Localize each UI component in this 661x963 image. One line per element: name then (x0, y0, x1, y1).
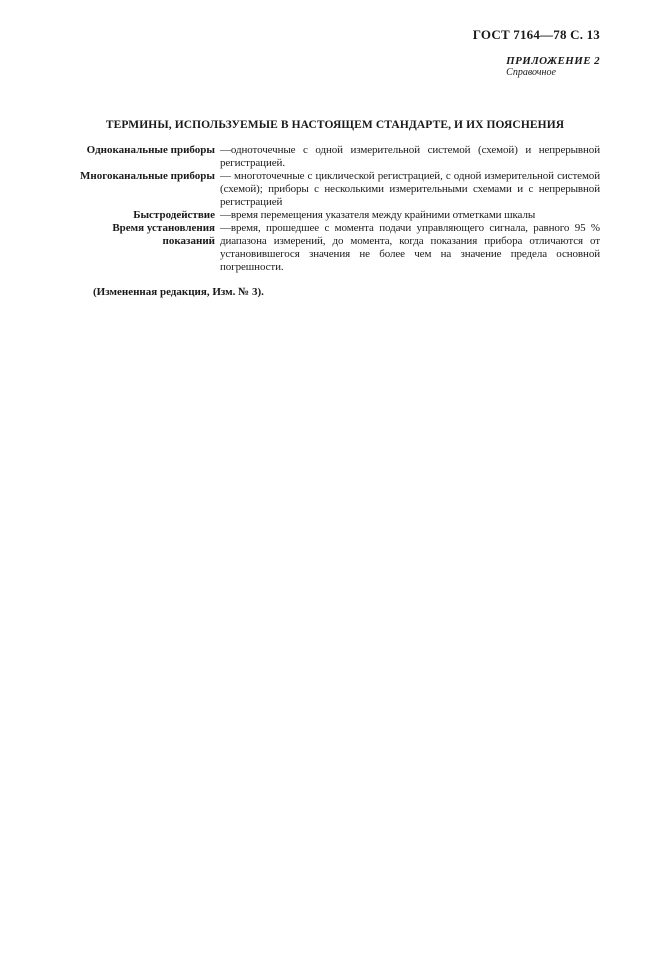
term-entry (60, 222, 600, 274)
term-entry (60, 209, 600, 222)
appendix-inner (506, 55, 600, 78)
amendment-note: (Измененная редакция, Изм. № 3). (93, 286, 264, 298)
term-entry (60, 144, 600, 170)
appendix-type-label: Справочное (506, 67, 556, 78)
document-title: ТЕРМИНЫ, ИСПОЛЬЗУЕМЫЕ В НАСТОЯЩЕМ СТАНДАРТЕ, И ИХ ПОЯСНЕНИЯ (105, 119, 565, 131)
document-page (0, 27, 661, 963)
term-label: Быстродействие (133, 209, 215, 221)
term-definition: —время, прошедшее с момента подачи управляющего сигнала, равного 95 % диапазона измерений, до момента, когда показания прибора отличаются от установившегося значения не более чем на значение предела основной погрешности. (220, 222, 600, 273)
term-definition: —время перемещения указателя между крайними отметками шкалы (220, 209, 536, 221)
term-entry (60, 170, 600, 209)
terms-list (60, 144, 600, 274)
term-label: Время установления показаний (112, 222, 215, 247)
gost-page-header: ГОСТ 7164—78 С. 13 (472, 27, 600, 42)
term-definition: — многоточечные с циклической регистрацией, с одной измерительной системой (схемой); приборы с несколькими измерительными схемами и с непрерывной регистрацией (220, 170, 600, 208)
appendix-block (0, 55, 600, 80)
appendix-label: ПРИЛОЖЕНИЕ 2 (506, 55, 600, 67)
term-label: Одноканальные приборы (86, 144, 215, 156)
term-definition: —одноточечные с одной измерительной системой (схемой) и непрерывной регистрацией. (220, 144, 600, 169)
term-label: Многоканальные приборы (80, 170, 215, 182)
